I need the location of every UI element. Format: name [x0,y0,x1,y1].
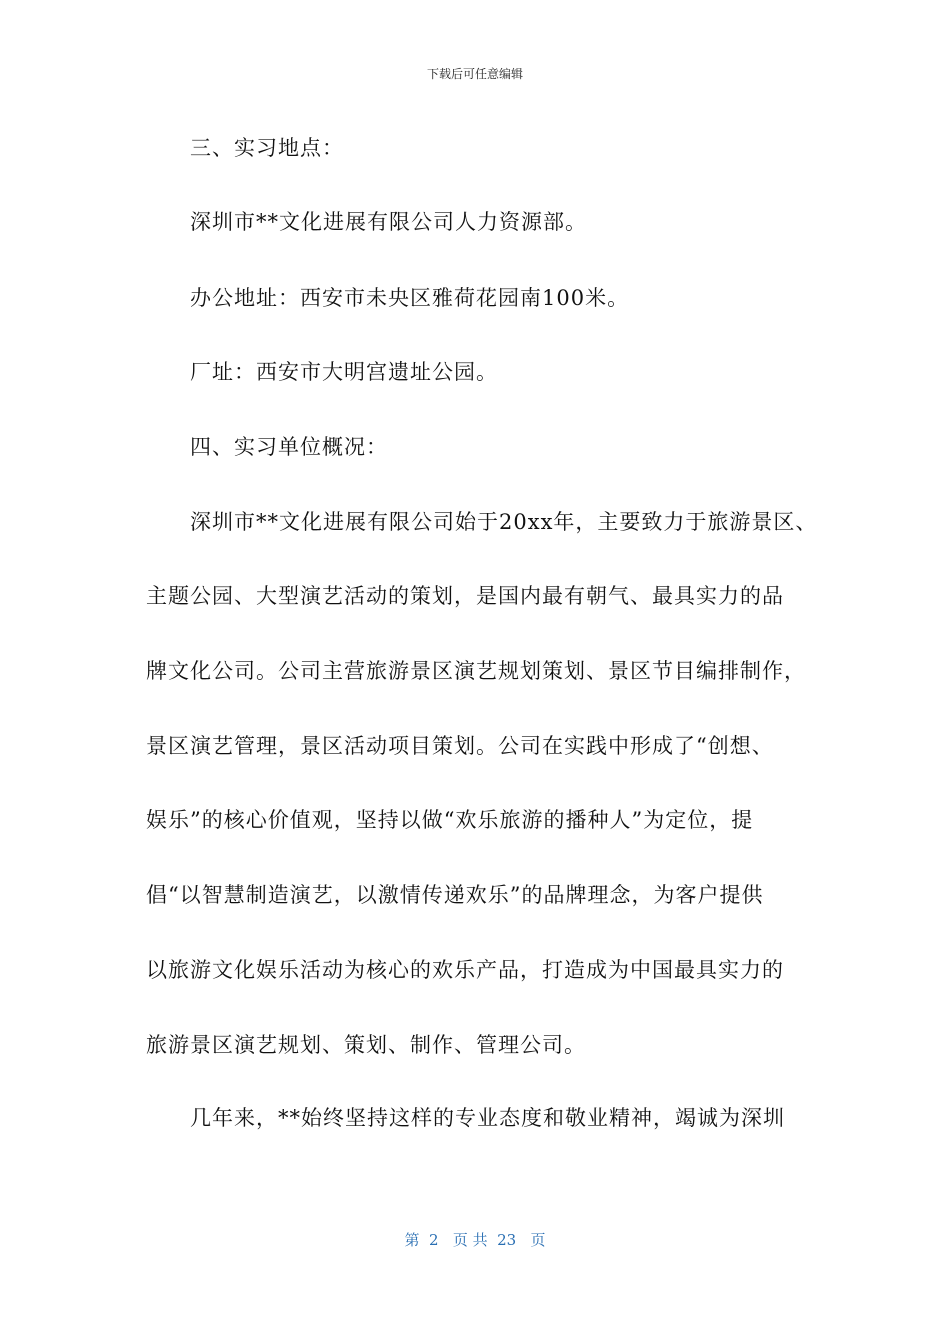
overview-line: 以旅游文化娱乐活动为核心的欢乐产品，打造成为中国最具实力的 [146,958,784,982]
overview-line: 娱乐”的核心价值观，坚持以做“欢乐旅游的播种人”为定位，提 [146,808,754,832]
section-heading-3: 三、实习地点： [190,136,344,160]
page-header: 下载后可任意编辑 [426,67,523,81]
closing-line: 几年来，**始终坚持这样的专业态度和敬业精神，竭诚为深圳 [190,1106,785,1130]
location-company: 深圳市**文化进展有限公司人力资源部。 [190,210,587,234]
overview-line: 旅游景区演艺规划、策划、制作、管理公司。 [146,1033,586,1057]
overview-line: 深圳市**文化进展有限公司始于20xx年，主要致力于旅游景区、 [190,510,818,534]
overview-line: 倡“以智慧制造演艺，以激情传递欢乐”的品牌理念，为客户提供 [146,883,764,907]
overview-line: 牌文化公司。公司主营旅游景区演艺规划策划、景区节目编排制作， [146,659,806,683]
section-heading-4: 四、实习单位概况： [190,435,388,459]
office-address: 办公地址：西安市未央区雅荷花园南100米。 [190,286,630,310]
overview-line: 景区演艺管理，景区活动项目策划。公司在实践中形成了“创想、 [146,734,774,758]
overview-line: 主题公园、大型演艺活动的策划，是国内最有朝气、最具实力的品 [146,584,784,608]
page-number-footer: 第 2 页 共 23 页 [404,1231,546,1249]
factory-address: 厂址：西安市大明宫遗址公园。 [190,360,498,384]
